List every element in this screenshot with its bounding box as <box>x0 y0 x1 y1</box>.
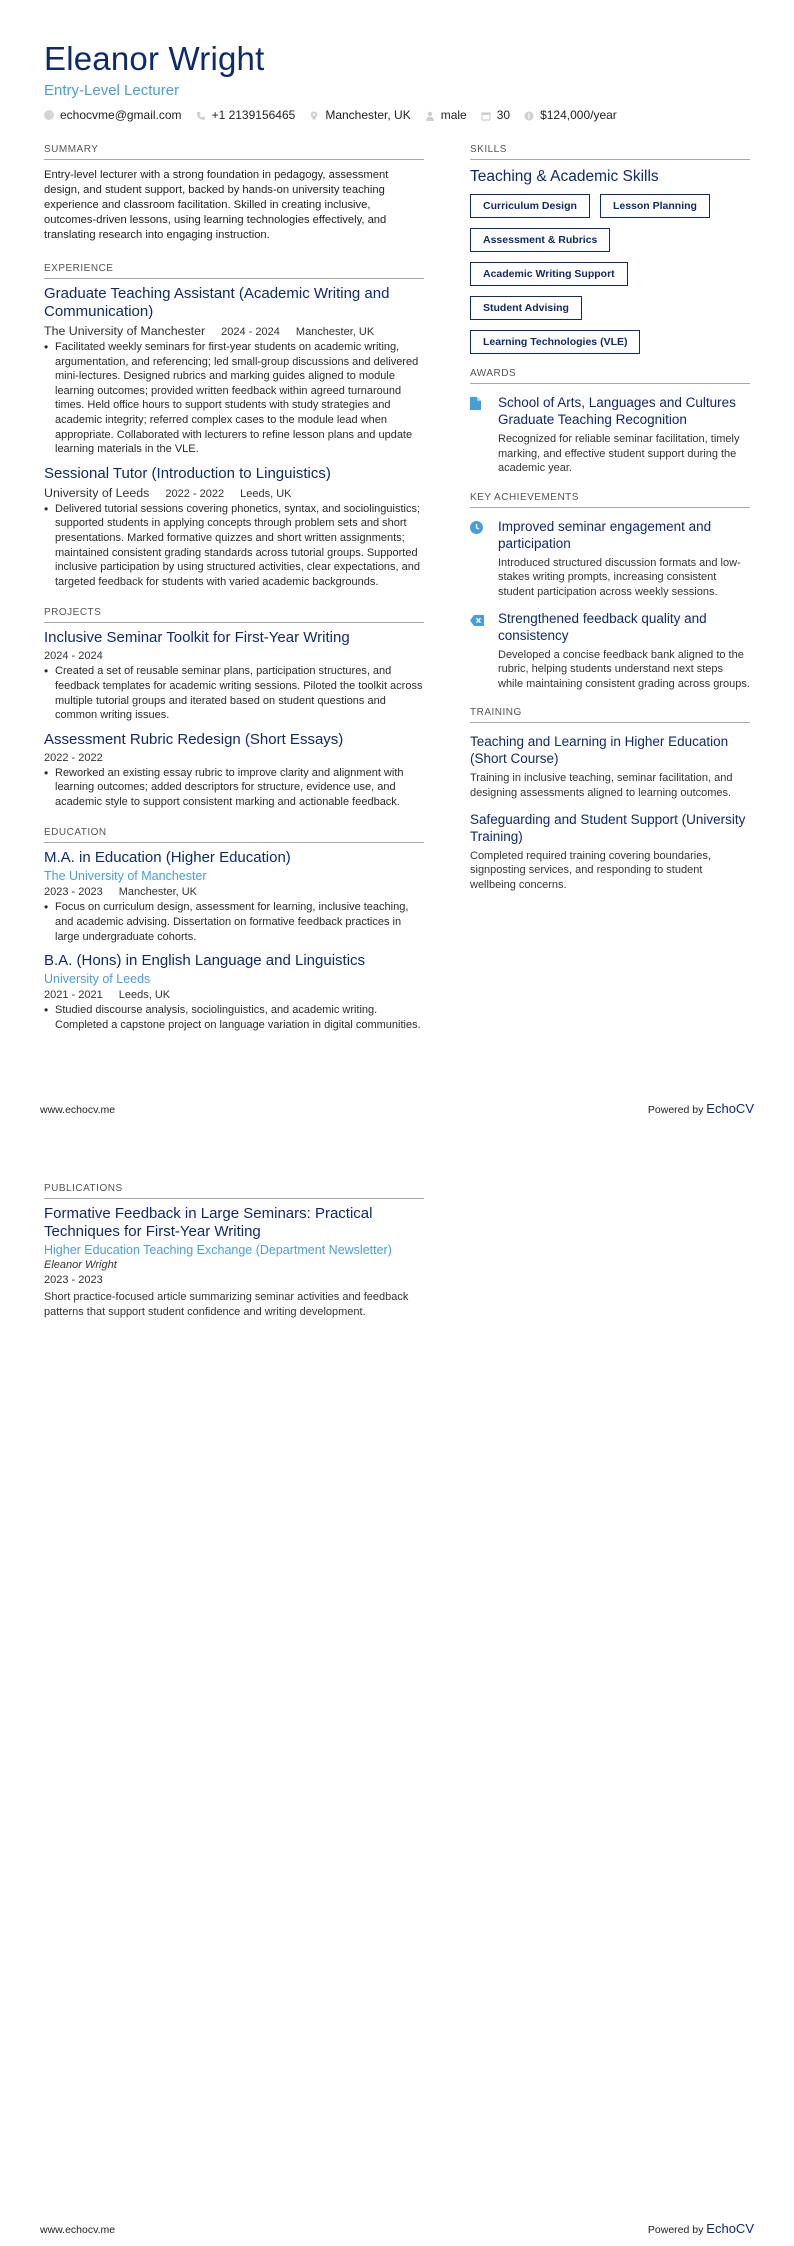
training-desc: Completed required training covering boundaries, signposting services, and responding to student wellbeing concerns. <box>470 849 711 891</box>
degree-title: M.A. in Education (Higher Education) <box>44 849 291 867</box>
training-item <box>470 733 750 800</box>
footer-powered <box>648 2221 754 2236</box>
project-bullet: • Created a set of reusable seminar plans, participation structures, and feedback templates for academic writing sessions. Piloted the toolkit across multiple tutorial groups and iterated based on student questions and common writing issues. <box>44 664 423 722</box>
job-bullet: • Delivered tutorial sessions covering phonetics, syntax, and sociolinguistics; supported students in applying concepts through problem sets and short presentations. Marked formative quizzes and short written assignments; maintained consistent grading standards across tutorial groups. Supported inclusive participation by using structured activities, clear expectations, and targeted feedback for students with varied academic backgrounds. <box>44 501 421 588</box>
footer-url[interactable]: www.echocv.me <box>40 1104 116 1116</box>
location-text: Manchester, UK <box>325 108 411 122</box>
contact-bar <box>44 108 631 122</box>
publication-title: Formative Feedback in Large Seminars: Practical Techniques for First-Year Writing <box>44 1205 373 1240</box>
location-pin-icon <box>309 110 319 120</box>
document-icon <box>470 394 498 476</box>
school-name: University of Leeds <box>44 972 151 987</box>
skill-tags <box>470 194 750 364</box>
skill-tag: Lesson Planning <box>600 194 710 218</box>
skills-section <box>470 144 750 364</box>
job-dates: 2022 - 2022 <box>165 487 225 500</box>
contact-location <box>309 108 410 122</box>
degree-title: B.A. (Hons) in English Language and Linguistics <box>44 952 366 970</box>
contact-email[interactable] <box>44 108 182 122</box>
left-column <box>44 144 424 1032</box>
publication-author: Eleanor Wright <box>44 1259 117 1271</box>
job-title: Graduate Teaching Assistant (Academic Writing and Communication) <box>44 285 390 320</box>
summary-section <box>44 144 424 243</box>
achievements-section <box>470 492 750 692</box>
project-title: Assessment Rubric Redesign (Short Essays) <box>44 730 344 748</box>
job-meta <box>44 486 424 500</box>
powered-text: Powered by <box>647 1104 704 1116</box>
achievement-item <box>470 610 750 692</box>
powered-text: Powered by <box>647 2224 704 2236</box>
calendar-icon <box>481 110 491 120</box>
project-item <box>44 629 424 722</box>
education-bullet: • Focus on curriculum design, assessment for learning, inclusive teaching, and academic advising. Dissertation on formative feedback practices in large undergraduate cohorts. <box>44 900 409 943</box>
awards-title: AWARDS <box>470 368 750 384</box>
training-item <box>470 811 750 893</box>
job-location: Leeds, UK <box>240 487 292 500</box>
achievement-title: Strengthened feedback quality and consistency <box>498 610 707 643</box>
summary-title: SUMMARY <box>44 144 424 160</box>
email-text: echocvme@gmail.com <box>60 108 182 122</box>
project-item <box>44 731 424 810</box>
contact-gender <box>425 108 467 122</box>
award-title: School of Arts, Languages and Cultures Graduate Teaching Recognition <box>498 395 736 427</box>
training-name: Teaching and Learning in Higher Education (Short Course) <box>470 734 729 767</box>
education-dates: 2021 - 2021 Leeds, UK <box>44 989 171 1002</box>
job-meta <box>44 324 424 338</box>
publications-title: PUBLICATIONS <box>44 1183 424 1199</box>
publications-section <box>44 1183 424 1319</box>
phone-icon <box>196 110 206 120</box>
right-column <box>470 144 750 892</box>
brand-logo: EchoCV <box>706 1101 754 1116</box>
achievements-title: KEY ACHIEVEMENTS <box>470 492 750 508</box>
job-bullet: • Facilitated weekly seminars for first-year students on academic writing, argumentation, and referencing; led small-group discussions and delivered mini-lectures. Designed rubrics and marking guides aligned to module learning outcomes; provided written feedback within agreed turnaround times. Held office hours to support students with study strategies and academic integrity; referred complex cases to the module lead when appropriate. Collaborated with lecturers to refine lesson plans and update learning materials in the VLE. <box>44 340 419 456</box>
salary-text: $124,000/year <box>540 108 617 122</box>
publication-publisher: Higher Education Teaching Exchange (Department Newsletter) <box>44 1243 392 1257</box>
award-item <box>470 394 750 476</box>
age-text: 30 <box>496 108 511 122</box>
publication-desc: Short practice-focused article summarizing seminar activities and feedback patterns that support student confidence and writing development. <box>44 1291 409 1318</box>
job-organization: University of Leeds <box>44 485 150 500</box>
experience-item <box>44 465 424 590</box>
award-desc: Recognized for reliable seminar facilitation, timely marking, and effective student support during the academic year. <box>498 433 740 475</box>
tag-icon <box>470 610 498 692</box>
left-column <box>44 1183 424 1319</box>
publication-item <box>44 1205 424 1319</box>
skills-heading: Teaching & Academic Skills <box>470 168 659 185</box>
clock-icon <box>470 518 498 600</box>
email-icon <box>44 110 54 120</box>
brand-logo: EchoCV <box>706 2221 754 2236</box>
skill-tag: Academic Writing Support <box>470 262 628 286</box>
gender-text: male <box>440 108 467 122</box>
training-title: TRAINING <box>470 707 750 723</box>
project-dates: 2022 - 2022 <box>44 751 103 764</box>
project-title: Inclusive Seminar Toolkit for First-Year Writing <box>44 629 350 647</box>
experience-item <box>44 285 424 457</box>
footer-url[interactable]: www.echocv.me <box>40 2224 116 2236</box>
person-icon <box>425 110 435 120</box>
school-name: The University of Manchester <box>44 869 207 884</box>
contact-age <box>481 108 510 122</box>
job-dates: 2024 - 2024 <box>221 326 280 338</box>
salary-icon <box>524 110 534 120</box>
experience-section <box>44 263 424 589</box>
education-item <box>44 849 424 944</box>
candidate-role: Entry-Level Lecturer <box>44 82 180 99</box>
education-title: EDUCATION <box>44 827 424 843</box>
achievement-title: Improved seminar engagement and participation <box>498 518 712 551</box>
phone-text: +1 2139156465 <box>211 108 296 122</box>
education-item <box>44 952 424 1032</box>
education-dates: 2023 - 2023 Manchester, UK <box>44 886 198 899</box>
summary-text: Entry-level lecturer with a strong foundation in pedagogy, assessment design, and student support, backed by hands-on university teaching experience and classroom facilitation. Skilled in creating inclusive, outcomes-driven lessons, using learning technologies effectively, and translating research into engaging instruction. <box>44 169 389 241</box>
candidate-name: Eleanor Wright <box>44 40 265 77</box>
experience-title: EXPERIENCE <box>44 263 424 279</box>
achievement-item <box>470 518 750 600</box>
skill-tag: Learning Technologies (VLE) <box>470 330 640 354</box>
skill-tag: Assessment & Rubrics <box>470 228 610 252</box>
project-dates: 2024 - 2024 <box>44 650 103 663</box>
training-desc: Training in inclusive teaching, seminar facilitation, and designing assessments aligned to learning outcomes. <box>470 772 733 799</box>
projects-title: PROJECTS <box>44 607 424 623</box>
training-section <box>470 707 750 892</box>
achievement-desc: Developed a concise feedback bank aligned to the rubric, helping students understand next steps while maintaining consistent grading across groups. <box>498 648 750 690</box>
contact-phone[interactable] <box>196 108 296 122</box>
skill-tag: Student Advising <box>470 296 582 320</box>
footer-powered <box>648 1101 754 1116</box>
education-bullet: • Studied discourse analysis, sociolinguistics, and academic writing. Completed a capstone project on language variation in digital communities. <box>44 1003 421 1031</box>
publication-dates: 2023 - 2023 <box>44 1274 103 1286</box>
achievement-desc: Introduced structured discussion formats and low-stakes writing prompts, increasing consistent student participation across weekly sessions. <box>498 556 741 598</box>
education-section <box>44 827 424 1032</box>
job-title: Sessional Tutor (Introduction to Linguistics) <box>44 464 331 482</box>
contact-salary <box>524 108 617 122</box>
training-name: Safeguarding and Student Support (University Training) <box>470 811 746 844</box>
job-location: Manchester, UK <box>295 326 375 338</box>
skills-title: SKILLS <box>470 144 750 160</box>
projects-section <box>44 607 424 809</box>
project-bullet: • Reworked an existing essay rubric to improve clarity and alignment with learning outcomes; added descriptors for structure, evidence use, and academic style to support consistent marking and actionable feedback. <box>44 765 404 808</box>
awards-section <box>470 368 750 476</box>
resume-page-2 <box>0 1123 794 2246</box>
job-organization: The University of Manchester <box>44 324 206 338</box>
skill-tag: Curriculum Design <box>470 194 590 218</box>
